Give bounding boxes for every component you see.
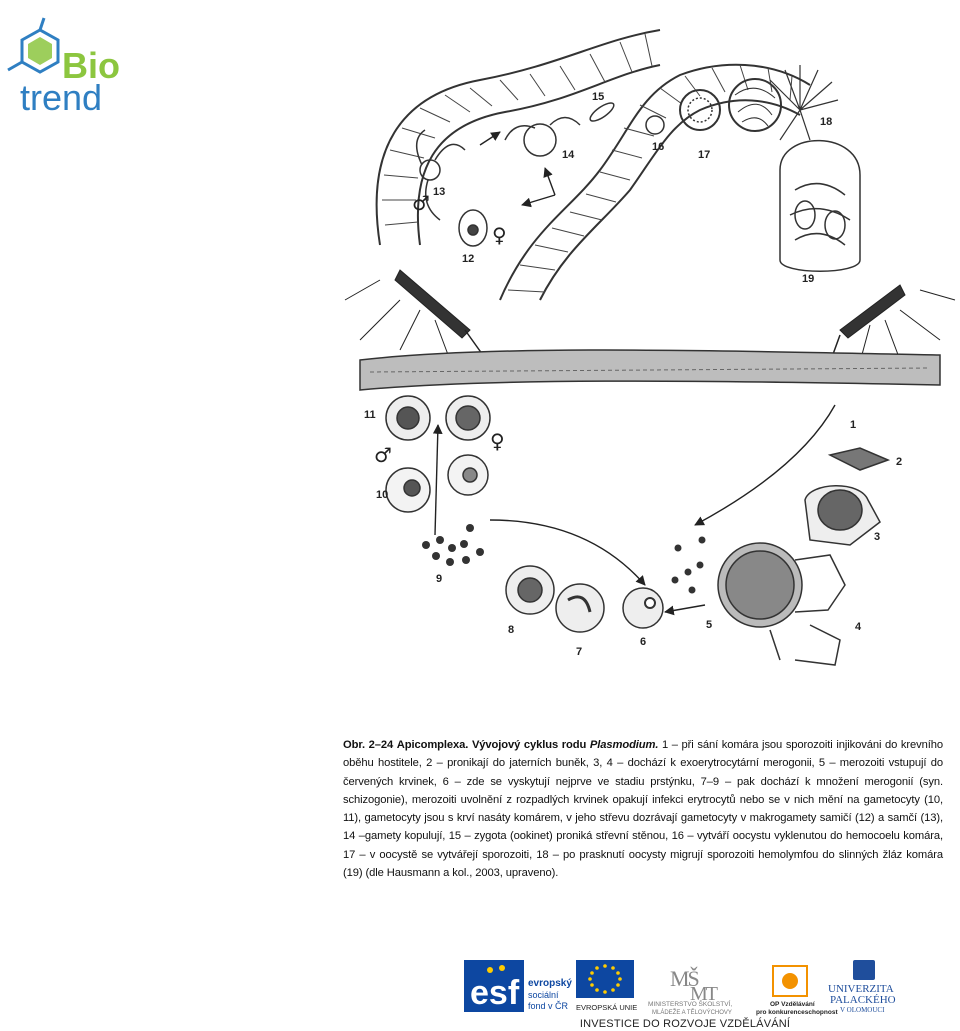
msmt-logo [648,966,732,1016]
stage-label-3: 3 [874,531,881,543]
footer-tagline: INVESTICE DO ROZVOJE VZDĚLÁVÁNÍ [579,1018,791,1030]
svg-text:MINISTERSTVO ŠKOLSTVÍ,: MINISTERSTVO ŠKOLSTVÍ, [648,1001,733,1008]
svg-text:OP Vzdělávání: OP Vzdělávání [770,1001,815,1008]
caption-title: Vývojový cyklus rodu [471,739,587,751]
male-symbol-gut: ♂ [412,191,430,215]
stage-label-11: 11 [364,409,376,421]
plasmodium-life-cycle-diagram [340,0,960,700]
salivary-gland [780,141,860,272]
svg-text:evropský: evropský [528,978,572,989]
merozoites [422,524,706,594]
mosquito-midgut [377,30,810,300]
svg-text:UNIVERZITA: UNIVERZITA [828,983,894,995]
molecule-fill-icon [28,37,52,65]
star-icon [487,967,493,973]
svg-text:EVROPSKÁ UNIE: EVROPSKÁ UNIE [576,1003,638,1012]
stage-label-8: 8 [508,624,515,636]
male-symbol-blood: ♂ [374,443,392,467]
mosquito-left [345,270,490,365]
erythrocytes [386,396,663,632]
stage-label-2: 2 [896,456,903,468]
caption-group: Apicomplexa. [396,739,469,751]
stage-label-1: 1 [850,419,857,431]
star-icon [499,965,505,971]
oocysts [646,79,781,134]
svg-text:MŠ: MŠ [670,966,698,991]
svg-text:sociální: sociální [528,990,559,1000]
stage-label-14: 14 [562,149,575,161]
eu-logo [576,960,637,1012]
up-logo [828,960,896,1014]
caption-genus: Plasmodium. [589,739,659,751]
gametes [417,100,617,246]
svg-text:MLÁDEŽE A TĚLOVÝCHOVY: MLÁDEŽE A TĚLOVÝCHOVY [652,1010,732,1016]
svg-text:V OLOMOUCI: V OLOMOUCI [840,1006,885,1014]
liver-cells [718,448,888,665]
caption-text: 1 – při sání komára jsou sporozoiti injikováni do krevního oběhu hostitele, 2 – pronikají do jaterních buněk, 3, 4 – dochází k exoerytrocytární merogonii, 5 – merozoiti vstupují do červených krvinek, 6 – zde se vyskytují nejprve ve stadiu prstýnku, 7–9 – pak dochází k množení merogonií (syn. schizogonie), merozoiti uvolnění z rozpadlých krvinek opakují infekci erytrocytů nebo se v nich mění na gametocyty (10, 11), gametocyty jsou s krví nasáty komárem, v jeho střevu dozrávají gametocyty v makrogamety samičí (12) a samčí (13), 14 –gamety kopulují, 15 – zygota (ookinet) proniká střevní stěnou, 16 – vytváří oocystu vyklenutou do hemocoelu komára, 17 – v oocystě se vytvářejí sporozoiti, 18 – po prasknutí oocysty migrují sporozoiti hemolymfou do slinných žláz komára (19) (dle Hausmann a kol., 2003, upraveno). [343,739,943,880]
skin-tissue [360,350,940,390]
svg-text:esf: esf [470,974,520,1012]
stage-label-7: 7 [576,646,583,658]
gut-arrows [480,132,555,205]
stage-label-19: 19 [802,273,815,285]
svg-text:fond v ČR: fond v ČR [528,1001,569,1011]
stage-label-5: 5 [706,619,713,631]
logo-trend: trend [20,77,103,118]
svg-text:pro konkurenceschopnost: pro konkurenceschopnost [756,1009,838,1016]
stage-label-16: 16 [652,141,665,153]
female-symbol-gut: ♀ [492,223,507,247]
stage-label-13: 13 [433,186,446,198]
caption-figure-number: Obr. 2–24 [343,739,394,751]
esf-logo [464,960,572,1012]
funding-logos [460,958,960,1018]
midgut-cells [382,34,792,292]
stage-label-15: 15 [592,91,605,103]
stage-label-9: 9 [436,573,443,585]
svg-text:MT: MT [690,983,716,1005]
svg-text:PALACKÉHO: PALACKÉHO [830,994,896,1006]
stage-label-18: 18 [820,116,833,128]
biotrend-logo [0,0,140,120]
figure-caption [343,736,943,882]
op-logo [756,966,838,1016]
stage-label-10: 10 [376,489,389,501]
logo-bio: Bio [62,45,120,86]
stage-label-17: 17 [698,149,711,161]
female-symbol-blood: ♀ [490,429,505,453]
stage-label-4: 4 [855,621,862,633]
stage-label-12: 12 [462,253,475,265]
stage-label-6: 6 [640,636,647,648]
